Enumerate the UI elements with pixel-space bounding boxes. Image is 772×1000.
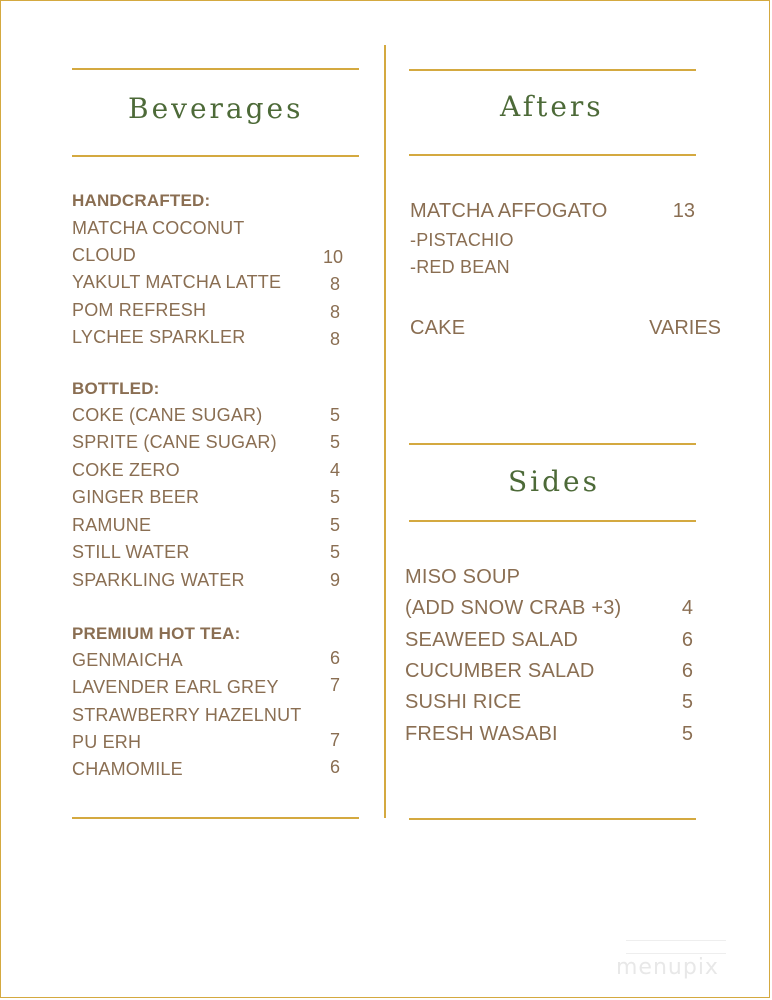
menu-item-price: 7 xyxy=(329,675,340,695)
menu-item-name: MATCHA COCONUT xyxy=(72,218,245,238)
menu-item-name: MATCHA AFFOGATO xyxy=(410,200,608,222)
menu-item-price: 8 xyxy=(329,302,340,322)
menu-item-price: 5 xyxy=(329,515,340,535)
afters-heading: Afters xyxy=(500,90,604,123)
menu-item-price: 7 xyxy=(329,730,340,750)
menu-item-price: 9 xyxy=(329,570,340,590)
menu-item-price: VARIES xyxy=(649,317,721,339)
menu-item-name: STRAWBERRY HAZELNUT xyxy=(72,705,302,725)
menu-item-price: 5 xyxy=(681,691,693,713)
bottled-label: BOTTLED: xyxy=(72,379,160,398)
menu-item-name: CHAMOMILE xyxy=(72,759,183,779)
menu-item-name: CLOUD xyxy=(72,245,137,265)
menu-item-name: COKE (CANE SUGAR) xyxy=(72,405,263,425)
sides-bottom-title-rule xyxy=(409,520,696,522)
menu-item-name: GENMAICHA xyxy=(72,650,183,670)
menu-item-name: SPARKLING WATER xyxy=(72,570,245,590)
menu-item-price: 13 xyxy=(672,200,695,222)
menu-item-price: 6 xyxy=(329,648,340,668)
menu-item-price: 6 xyxy=(681,629,693,651)
menu-item-name: (ADD SNOW CRAB +3) xyxy=(405,597,622,619)
menu-item-name: MISO SOUP xyxy=(405,566,521,588)
menu-item-price: 6 xyxy=(329,757,340,777)
menu-item-price: 5 xyxy=(329,487,340,507)
beverages-heading: Beverages xyxy=(128,92,304,125)
menu-item-name: GINGER BEER xyxy=(72,487,200,507)
sides-top-rule xyxy=(409,443,696,445)
sides-bottom-rule xyxy=(409,818,696,820)
menu-item-name: STILL WATER xyxy=(72,542,190,562)
menu-item-name: YAKULT MATCHA LATTE xyxy=(72,272,282,292)
watermark-logo: menupix xyxy=(616,955,719,980)
menu-item-name: LAVENDER EARL GREY xyxy=(72,677,279,697)
menu-item-price: 5 xyxy=(329,405,340,425)
menu-item-name: COKE ZERO xyxy=(72,460,180,480)
menu-item-name: SPRITE (CANE SUGAR) xyxy=(72,432,277,452)
menu-item-name: SUSHI RICE xyxy=(405,691,522,713)
menu-item-name: FRESH WASABI xyxy=(405,723,558,745)
afters-bottom-title-rule xyxy=(409,154,696,156)
premium-tea-label: PREMIUM HOT TEA: xyxy=(72,624,241,643)
menu-item-name: -PISTACHIO xyxy=(410,230,514,250)
menu-item-price: 10 xyxy=(322,247,343,267)
menu-item-price: 6 xyxy=(681,660,693,682)
menu-item-name: SEAWEED SALAD xyxy=(405,629,579,651)
menu-item-price: 5 xyxy=(329,542,340,562)
sides-heading: Sides xyxy=(508,465,600,498)
menu-item-price: 4 xyxy=(329,460,340,480)
menu-item-price: 8 xyxy=(329,274,340,294)
menu-item-name: LYCHEE SPARKLER xyxy=(72,327,246,347)
afters-top-rule xyxy=(409,69,696,71)
menu-item-name: -RED BEAN xyxy=(410,257,510,277)
watermark-lines xyxy=(626,940,726,954)
menu-item-price: 8 xyxy=(329,329,340,349)
beverages-bottom-rule xyxy=(72,817,359,819)
menu-item-name: PU ERH xyxy=(72,732,142,752)
menu-item-name: RAMUNE xyxy=(72,515,152,535)
beverages-bottom-title-rule xyxy=(72,155,359,157)
menu-item-price: 4 xyxy=(681,597,693,619)
column-divider xyxy=(384,45,386,818)
menu-item-price: 5 xyxy=(329,432,340,452)
beverages-top-rule xyxy=(72,68,359,70)
menu-item-name: CAKE xyxy=(410,317,466,339)
menu-item-price: 5 xyxy=(681,723,693,745)
handcrafted-label: HANDCRAFTED: xyxy=(72,191,211,210)
menu-item-name: POM REFRESH xyxy=(72,300,207,320)
menu-item-name: CUCUMBER SALAD xyxy=(405,660,595,682)
